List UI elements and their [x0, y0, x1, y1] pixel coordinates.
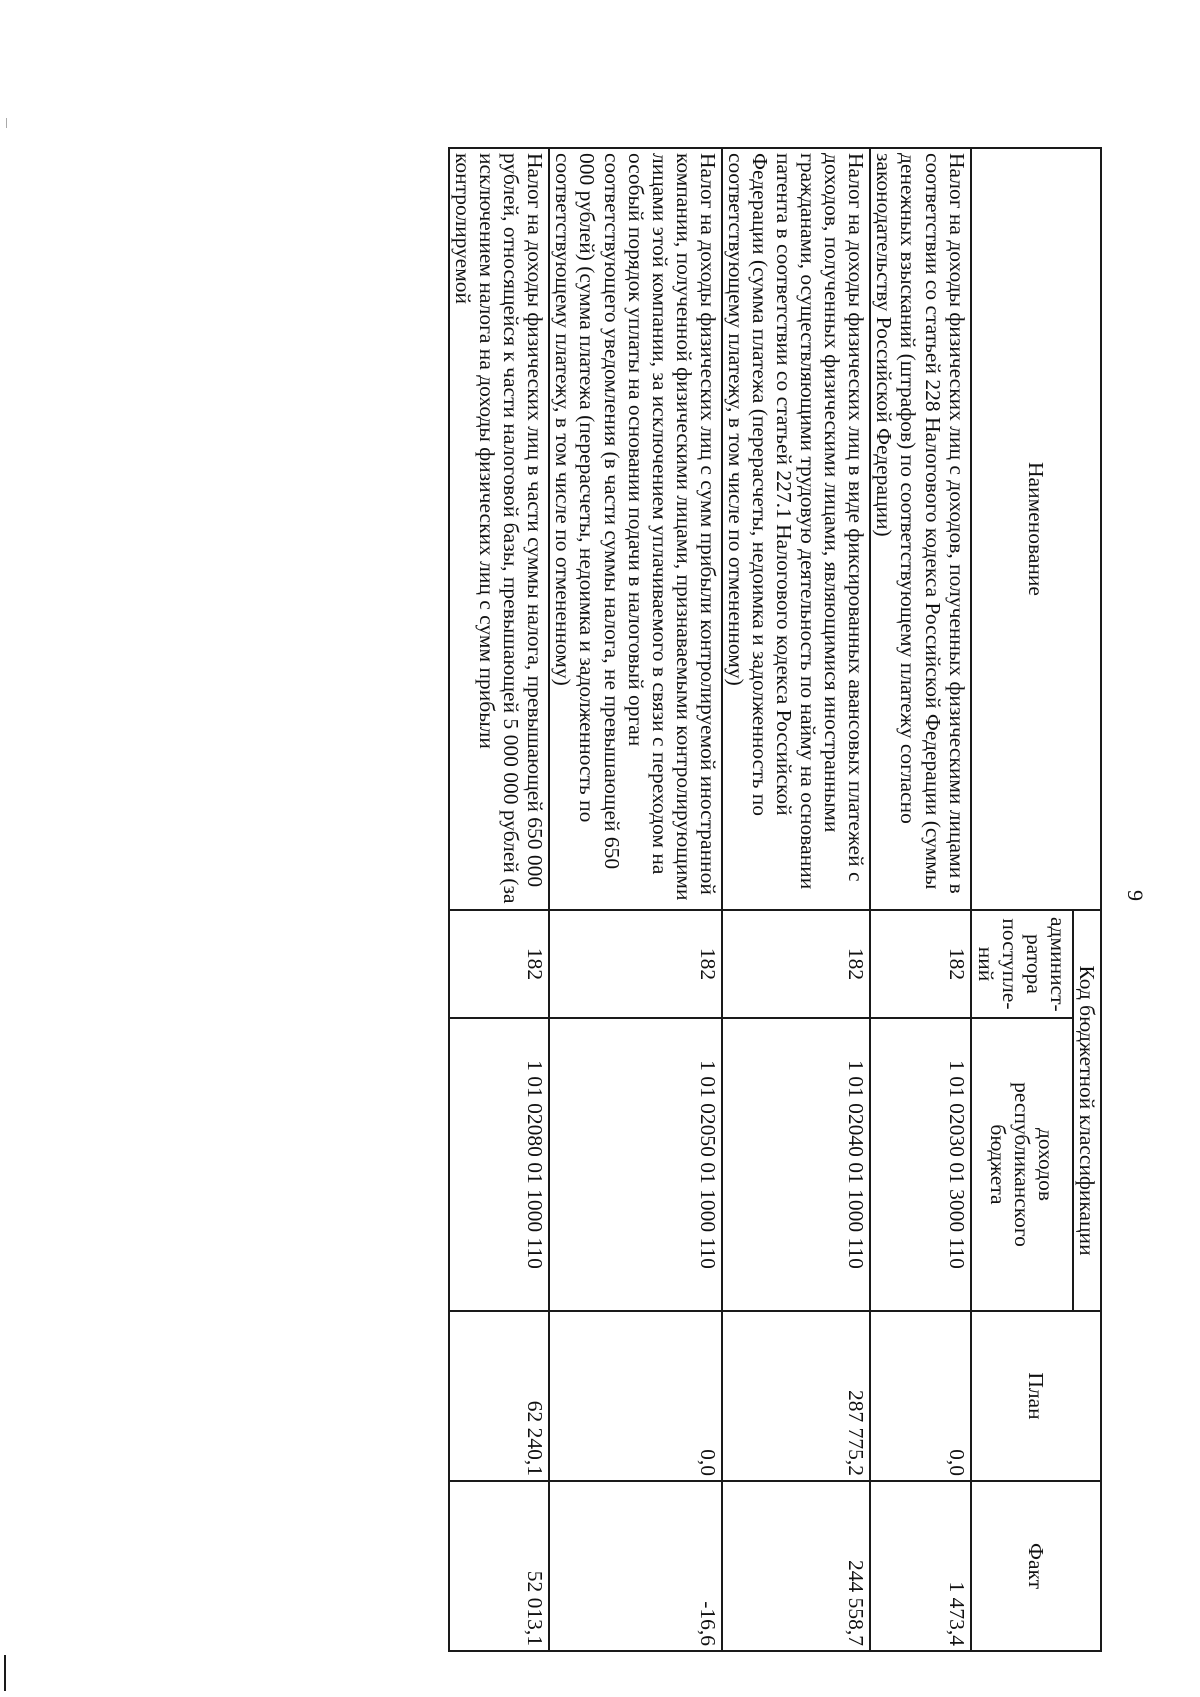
row-plan: 0,0 — [870, 1311, 970, 1481]
row-fact: 52 013,1 — [449, 1481, 549, 1651]
header-admin: админист-ратора поступле-ний — [971, 910, 1073, 1018]
row-admin-code: 182 — [449, 910, 549, 1018]
table-row — [870, 148, 970, 1651]
table-header — [971, 148, 1101, 1651]
row-plan: 62 240,1 — [449, 1311, 549, 1481]
header-plan: План — [971, 1311, 1101, 1481]
row-income-code: 1 01 02040 01 1000 110 — [722, 1018, 870, 1311]
row-plan: 287 775,2 — [722, 1311, 870, 1481]
header-code-group: Код бюджетной классификации — [1073, 910, 1101, 1311]
scan-edge-mark — [4, 1655, 6, 1691]
row-income-code: 1 01 02080 01 1000 110 — [449, 1018, 549, 1311]
table-row — [449, 148, 549, 1651]
header-income: доходов республиканского бюджета — [971, 1018, 1073, 1311]
budget-table — [448, 147, 1102, 1652]
row-name: Налог на доходы физических лиц с доходов, полученных физическими лицами в соответствии со статьей 228 Налогового кодекса Российской Федерации (суммы денежных взысканий (штрафов) по соответствующему платежу согласно законодательству Российской Федерации) — [870, 148, 970, 910]
scan-edge-mark — [6, 118, 7, 128]
row-income-code: 1 01 02030 01 3000 110 — [870, 1018, 970, 1311]
header-name: Наименование — [971, 148, 1101, 910]
row-name: Налог на доходы физических лиц в виде фиксированных авансовых платежей с доходов, полученных физическими лицами, являющимися иностранными гражданами, осуществляющими трудовую деятельность по найму на основании патента в соответствии со статьей 227.1 Налогового кодекса Российской Федерации (сумма платежа (перерасчеты, недоимка и задолженность по соответствующему платежу, в том числе по отмененному) — [722, 148, 870, 910]
row-admin-code: 182 — [870, 910, 970, 1018]
row-plan: 0,0 — [549, 1311, 722, 1481]
row-income-code: 1 01 02050 01 1000 110 — [549, 1018, 722, 1311]
row-admin-code: 182 — [722, 910, 870, 1018]
row-fact: -16,6 — [549, 1481, 722, 1651]
table-row — [549, 148, 722, 1651]
table-row — [722, 148, 870, 1651]
row-name: Налог на доходы физических лиц в части суммы налога, превышающей 650 000 рублей, относящейся к части налоговой базы, превышающей 5 000 000 рублей (за исключением налога на доходы физических лиц с сумм прибыли контролируемой — [449, 148, 549, 910]
row-admin-code: 182 — [549, 910, 722, 1018]
row-fact: 1 473,4 — [870, 1481, 970, 1651]
row-fact: 244 558,7 — [722, 1481, 870, 1651]
page-number: 9 — [1123, 890, 1148, 901]
header-fact: Факт — [971, 1481, 1101, 1651]
row-name: Налог на доходы физических лиц с сумм прибыли контролируемой иностранной компании, полученной физическими лицами, признаваемыми контролирующими лицами этой компании, за исключением уплачиваемого в связи с переходом на особый порядок уплаты на основании подачи в налоговый орган соответствующего уведомления (в части суммы налога, не превышающей 650 000 рублей) (сумма платежа (перерасчеты, недоимка и задолженность по соответствующему платежу, в том числе по отмененному) — [549, 148, 722, 910]
